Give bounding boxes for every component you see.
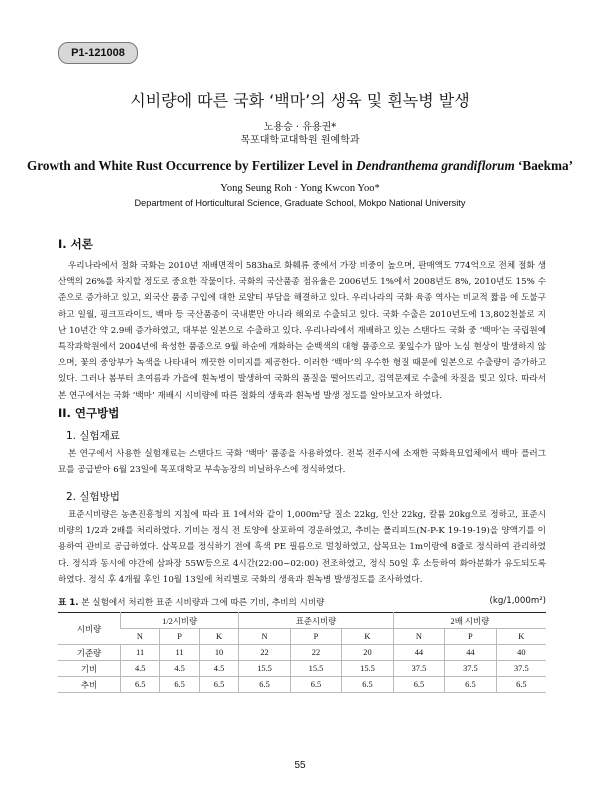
table-subheader-row [58, 629, 546, 645]
affiliation-english: Department of Horticultural Science, Graduate School, Mokpo National University [134, 198, 466, 208]
table-cell: 44 [445, 645, 496, 661]
table-cell: 20 [342, 645, 393, 661]
table-cell: 15.5 [239, 661, 290, 677]
title-english [0, 158, 600, 174]
table-unit: (kg/1,000m²) [489, 596, 546, 606]
table-cell: 6.5 [445, 677, 496, 693]
table-cell: 15.5 [342, 661, 393, 677]
table-cell: 4.5 [121, 661, 160, 677]
table-header-row [58, 613, 546, 629]
table-cell: 40 [496, 645, 546, 661]
table-cell: 22 [239, 645, 290, 661]
table-cell: 11 [160, 645, 199, 661]
group-header-half: 1/2시비량 [121, 613, 239, 629]
table-cell: 44 [393, 645, 444, 661]
group-header-double: 2배 시비량 [393, 613, 546, 629]
table-row [58, 661, 546, 677]
table-label: 표 1. [58, 598, 79, 608]
table-cell: 6.5 [121, 677, 160, 693]
table-cell: 10 [199, 645, 239, 661]
row-label: 추비 [58, 677, 121, 693]
row-header-cell: 시비량 [58, 613, 121, 645]
table-cell: 15.5 [290, 661, 341, 677]
nutrient-header: K [199, 629, 239, 645]
nutrient-header: K [342, 629, 393, 645]
row-label: 기준량 [58, 645, 121, 661]
nutrient-header: P [445, 629, 496, 645]
group-header-standard: 표준시비량 [239, 613, 393, 629]
table-cell: 6.5 [160, 677, 199, 693]
title-english-post: ‘Baekma’ [514, 158, 573, 173]
nutrient-header: N [239, 629, 290, 645]
title-english-species: Dendranthema grandiflorum [356, 158, 515, 173]
table-caption-text: 본 실험에서 처리한 표준 시비량과 그에 따른 기비, 추비의 시비량 [78, 598, 325, 608]
nutrient-header: N [393, 629, 444, 645]
intro-paragraph: 우리나라에서 절화 국화는 2010년 재배면적이 583ha로 화훼류 중에서 가장 비중이 높으며, 판매액도 774억으로 전체 절화 생산액의 26%를 차지할 정도로 중요한 작물이다. 국화의 국산품종 점유율은 2006년도 1%에서 2008년도 8%, 2010년도 15% 수준으로 증가하고 있고, 외국산 품종 구입에 대한 로얄티 부담을 해결하고 있다. 우리나라의 국화 육종 역사는 비교적 짧음 에 도불구하고 일월, 핑크프라이드, 백마 등 국산품종이 국내뿐만 아니라 해외로 수출되고 있다. 국화 수출은 2010년도에 13,802천불로 지난 10년간 약 2.9배 증가하였고, 대부분 일본으로 수출하고 있다. 우리나라에서 재배하고 있는 스탠다드 국화 중 ‘백마’는 국립원예특작과학원에서 2004년에 육성한 품종으로 9월 하순에 개화하는 순백색의 대형 품종으로 꽃잎수가 많아 노심 현상이 발생하지 않으며, 꽃의 중앙부가 녹색을 나타내어 깨끗한 이미지를 제공한다. 이러한 ‘백마’의 우수한 형질 때문에 일본으로 수출량이 증가하고 있다. 그러나 봄부터 초여름과 가을에 흰녹병이 발생하여 국화의 품질을 떨어뜨리고, 검역문제로 수출에 차질을 빚고 있다. 따라서 본 연구에서는 국화 ‘백마’ 재배시 시비량에 따른 절화의 생육과 흰녹병 발생 정도를 알아보고자 하였다. [58, 261, 546, 401]
table-cell: 6.5 [496, 677, 546, 693]
table-cell: 37.5 [496, 661, 546, 677]
authors-english: Yong Seung Roh · Yong Kwcon Yoo* [220, 183, 380, 194]
section-heading-methods: II. 연구방법 [58, 406, 120, 420]
table-cell: 37.5 [393, 661, 444, 677]
nutrient-header: P [290, 629, 341, 645]
method-paragraph: 표준시비량은 농촌진흥청의 지침에 따라 표 1에서와 같이 1,000m²당 질소 22kg, 인산 22kg, 칼륨 20kg으로 정하고, 표준시비량의 1/2과 2배를 처리하였다. 기비는 정식 전 토양에 살포하여 경운하였고, 추비는 폴리피드(N-P-K 19-19-19)을 양액기를 이용하여 관비로 공급하였다. 삽목묘를 정식하기 전에 흑색 PE 필름으로 멀칭하였고, 삽목묘는 1m이랑에 8줄로 정식하여 관리하였다. 정식과 동시에 야간에 삼파장 55W등으로 4시간(22:00~02:00) 전조하였고, 정식 50일 후 소등하여 화아분화가 유도되도록 하였다. 정식 후 4개월 후인 10월 13일에 처리별로 국화의 생육과 흰녹병 발생정도를 조사하였다. [58, 510, 546, 585]
table-cell: 4.5 [160, 661, 199, 677]
section-heading-intro: I. 서론 [58, 237, 93, 251]
table-cell: 6.5 [393, 677, 444, 693]
subsection-heading-method: 2. 실험방법 [66, 491, 120, 503]
affiliation-korean: 목포대학교대학원 원예학과 [240, 135, 360, 146]
table-cell: 6.5 [342, 677, 393, 693]
subsection-heading-materials: 1. 실험재료 [66, 430, 120, 442]
table-row [58, 677, 546, 693]
row-label: 기비 [58, 661, 121, 677]
nutrient-header: K [496, 629, 546, 645]
nutrient-header: N [121, 629, 160, 645]
nutrient-header: P [160, 629, 199, 645]
page-number: 55 [294, 760, 306, 771]
table-cell: 37.5 [445, 661, 496, 677]
table-cell: 11 [121, 645, 160, 661]
title-korean: 시비량에 따른 국화 ‘백마’의 생육 및 흰녹병 발생 [130, 91, 470, 110]
title-english-pre: Growth and White Rust Occurrence by Fertilizer Level in [27, 158, 357, 173]
authors-korean: 노용승 · 유용권* [263, 122, 337, 133]
materials-paragraph: 본 연구에서 사용한 실험재료는 스탠다드 국화 ‘백마’ 품종을 사용하였다. 전북 전주시에 소재한 국화육묘업체에서 백마 플러그묘를 공급받아 6월 23일에 목포대학교 부속농장의 비닐하우스에 정식하였다. [58, 449, 546, 476]
abstract-id-badge: P1-121008 [58, 42, 138, 64]
table-caption [58, 596, 546, 608]
table-cell: 4.5 [199, 661, 239, 677]
table-row [58, 645, 546, 661]
table-cell: 6.5 [199, 677, 239, 693]
table-cell: 6.5 [290, 677, 341, 693]
table-cell: 22 [290, 645, 341, 661]
table-cell: 6.5 [239, 677, 290, 693]
fertilizer-table [58, 612, 546, 693]
